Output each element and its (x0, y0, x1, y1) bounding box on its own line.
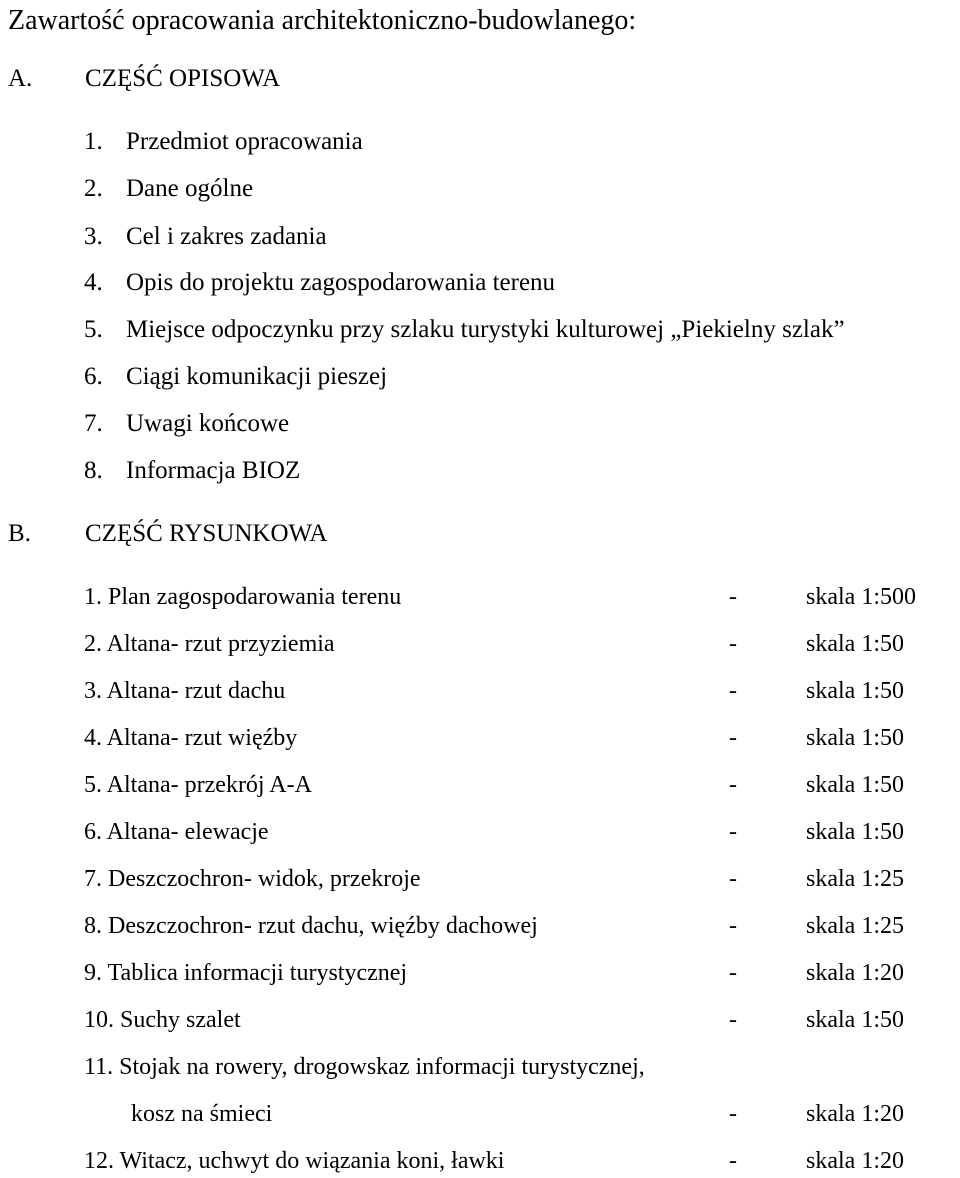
drawing-row (0, 1146, 960, 1176)
drawing-scale: skala 1:50 (806, 819, 904, 845)
drawing-label: 2. Altana- rzut przyziemia (84, 631, 335, 657)
drawing-scale: skala 1:50 (806, 772, 904, 798)
drawing-label: 4. Altana- rzut więźby (84, 725, 298, 751)
list-item-text: Uwagi końcowe (126, 410, 290, 437)
drawing-label: 6. Altana- elewacje (84, 819, 269, 845)
drawing-row (0, 582, 960, 612)
drawing-label: 8. Deszczochron- rzut dachu, więźby dachowej (84, 913, 538, 939)
drawing-label: kosz na śmieci (131, 1101, 273, 1127)
list-item-text: Opis do projektu zagospodarowania terenu (126, 269, 556, 296)
drawing-dash: - (729, 631, 737, 657)
drawing-row (0, 676, 960, 706)
drawing-label: 3. Altana- rzut dachu (84, 678, 286, 704)
section-b-title: CZĘŚĆ RYSUNKOWA (85, 520, 328, 547)
list-item-text: Miejsce odpoczynku przy szlaku turystyki kulturowej „Piekielny szlak” (126, 316, 845, 343)
drawing-scale: skala 1:50 (806, 631, 904, 657)
drawing-scale: skala 1:20 (806, 960, 904, 986)
drawing-row (0, 629, 960, 659)
list-item-number: 2. (84, 175, 103, 202)
list-item-text: Cel i zakres zadania (126, 223, 327, 250)
list-item-number: 4. (84, 269, 103, 296)
drawing-row (0, 1052, 960, 1082)
drawing-label: 11. Stojak na rowery, drogowskaz informacji turystycznej, (84, 1054, 645, 1080)
drawing-scale: skala 1:50 (806, 1007, 904, 1033)
drawing-label: 7. Deszczochron- widok, przekroje (84, 866, 421, 892)
drawing-dash: - (729, 1148, 737, 1174)
drawing-row (0, 1005, 960, 1035)
drawing-label: 1. Plan zagospodarowania terenu (84, 584, 402, 610)
drawing-label: 9. Tablica informacji turystycznej (84, 960, 408, 986)
list-item-text: Ciągi komunikacji pieszej (126, 363, 388, 390)
list-item-text: Informacja BIOZ (126, 457, 301, 484)
drawing-scale: skala 1:25 (806, 866, 904, 892)
drawing-label: 5. Altana- przekrój A-A (84, 772, 312, 798)
list-item-number: 3. (84, 223, 103, 250)
drawing-row-continuation (0, 1099, 960, 1129)
drawing-scale: skala 1:500 (806, 584, 916, 610)
drawing-dash: - (729, 584, 737, 610)
drawing-row (0, 723, 960, 753)
drawing-dash: - (729, 819, 737, 845)
drawing-scale: skala 1:25 (806, 913, 904, 939)
drawing-scale: skala 1:50 (806, 678, 904, 704)
drawing-row (0, 770, 960, 800)
drawing-label: 12. Witacz, uchwyt do wiązania koni, ławki (84, 1148, 505, 1174)
list-item-number: 6. (84, 363, 103, 390)
drawing-scale: skala 1:50 (806, 725, 904, 751)
drawing-row (0, 958, 960, 988)
drawing-scale: skala 1:20 (806, 1148, 904, 1174)
drawing-dash: - (729, 1101, 737, 1127)
list-item-text: Dane ogólne (126, 175, 254, 202)
list-item-number: 7. (84, 410, 103, 437)
section-b-letter: B. (8, 520, 31, 547)
list-item-number: 8. (84, 457, 103, 484)
list-item-number: 5. (84, 316, 103, 343)
section-a-title: CZĘŚĆ OPISOWA (85, 65, 281, 92)
section-a-letter: A. (8, 65, 33, 92)
drawing-row (0, 911, 960, 941)
drawing-dash: - (729, 866, 737, 892)
drawing-row (0, 817, 960, 847)
list-item-number: 1. (84, 128, 103, 155)
drawing-dash: - (729, 678, 737, 704)
drawing-label: 10. Suchy szalet (84, 1007, 241, 1033)
page-title: Zawartość opracowania architektoniczno-budowlanego: (8, 5, 637, 36)
drawing-dash: - (729, 1007, 737, 1033)
drawing-scale: skala 1:20 (806, 1101, 904, 1127)
drawing-dash: - (729, 725, 737, 751)
drawing-dash: - (729, 960, 737, 986)
drawing-dash: - (729, 913, 737, 939)
list-item-text: Przedmiot opracowania (126, 128, 363, 155)
drawing-row (0, 864, 960, 894)
drawing-dash: - (729, 772, 737, 798)
